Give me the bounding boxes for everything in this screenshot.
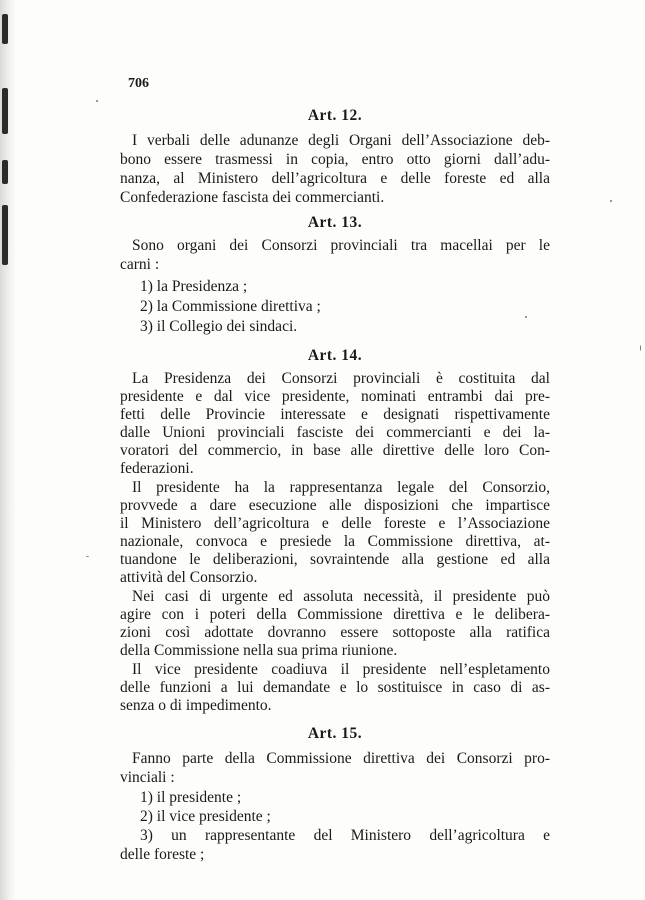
binding-mark: [2, 205, 8, 265]
text-line: fetti delle Provincie interessate e designati rispettivamente: [120, 406, 550, 423]
scanned-page-edge: [0, 0, 16, 900]
text-line: attività del Consorzio.: [120, 569, 258, 586]
text-line: bono essere trasmessi in copia, entro otto giorni dall’adu-: [120, 151, 550, 168]
scan-speck: [610, 200, 612, 202]
text-line: tuandone le deliberazioni, sovraintende alla gestione ed alla: [120, 551, 550, 568]
article-heading: Art. 13.: [307, 214, 363, 231]
text-line: nanza, al Ministero dell’agricoltura e delle foreste ed alla: [120, 170, 550, 187]
text-line: La Presidenza dei Consorzi provinciali è costituita dal: [132, 370, 550, 387]
text-line: voratori del commercio, in base alle direttive delle loro Con-: [120, 442, 550, 459]
text-line: zioni così adottate dovranno essere sottoposte alla ratifica: [120, 624, 550, 641]
list-item: 3) il Collegio dei sindaci.: [140, 318, 298, 335]
scan-speck: [525, 316, 527, 318]
text-line: delle funzioni a lui demandate e lo sostituisce in caso di as-: [120, 679, 550, 696]
text-line: federazioni.: [120, 460, 194, 477]
text-line: provvede a dare esecuzione alle disposizioni che impartisce: [120, 497, 550, 514]
text-line: vinciali :: [120, 769, 175, 786]
text-line: senza o di impedimento.: [120, 697, 272, 714]
text-line: I verbali delle adunanze degli Organi dell’Associazione deb-: [132, 132, 550, 149]
text-line: il Ministero dell’agricoltura e delle foreste e l’Associazione: [120, 515, 550, 532]
text-line: carni :: [120, 256, 160, 273]
text-line: Il vice presidente coadiuva il presidente nell’espletamento: [132, 661, 550, 678]
binding-mark: [2, 160, 8, 184]
scan-speck: [86, 556, 89, 557]
list-item: 2) il vice presidente ;: [140, 808, 271, 825]
text-line: agire con i poteri della Commissione direttiva e le delibera-: [120, 606, 550, 623]
list-item: 3) un rappresentante del Ministero dell’agricoltura e: [140, 827, 550, 844]
article-heading: Art. 15.: [307, 725, 363, 742]
article-heading: Art. 14.: [307, 347, 363, 364]
scan-speck: [640, 345, 641, 351]
text-line: Nei casi di urgente ed assoluta necessità, il presidente può: [132, 588, 550, 605]
list-item: 1) il presidente ;: [140, 789, 242, 806]
text-line: Fanno parte della Commissione direttiva dei Consorzi pro-: [132, 750, 550, 767]
text-line: Il presidente ha la rappresentanza legale del Consorzio,: [132, 479, 550, 496]
list-item: 1) la Presidenza ;: [140, 278, 248, 295]
text-line: delle foreste ;: [120, 846, 205, 863]
list-item: 2) la Commissione direttiva ;: [140, 298, 321, 315]
binding-mark: [2, 88, 8, 134]
binding-mark: [2, 14, 8, 44]
article-heading: Art. 12.: [307, 107, 363, 124]
scan-speck: [96, 100, 98, 102]
text-line: della Commissione nella sua prima riunione.: [120, 642, 398, 659]
text-line: presidente e dal vice presidente, nominati entrambi dai pre-: [120, 388, 550, 405]
text-line: Sono organi dei Consorzi provinciali tra macellai per le: [132, 237, 550, 254]
text-line: dalle Unioni provinciali fasciste dei commercianti e dei la-: [120, 424, 550, 441]
text-line: Confederazione fascista dei commercianti.: [120, 189, 385, 206]
text-line: nazionale, convoca e presiede la Commissione direttiva, at-: [120, 533, 550, 550]
page-number: 706: [128, 76, 149, 91]
